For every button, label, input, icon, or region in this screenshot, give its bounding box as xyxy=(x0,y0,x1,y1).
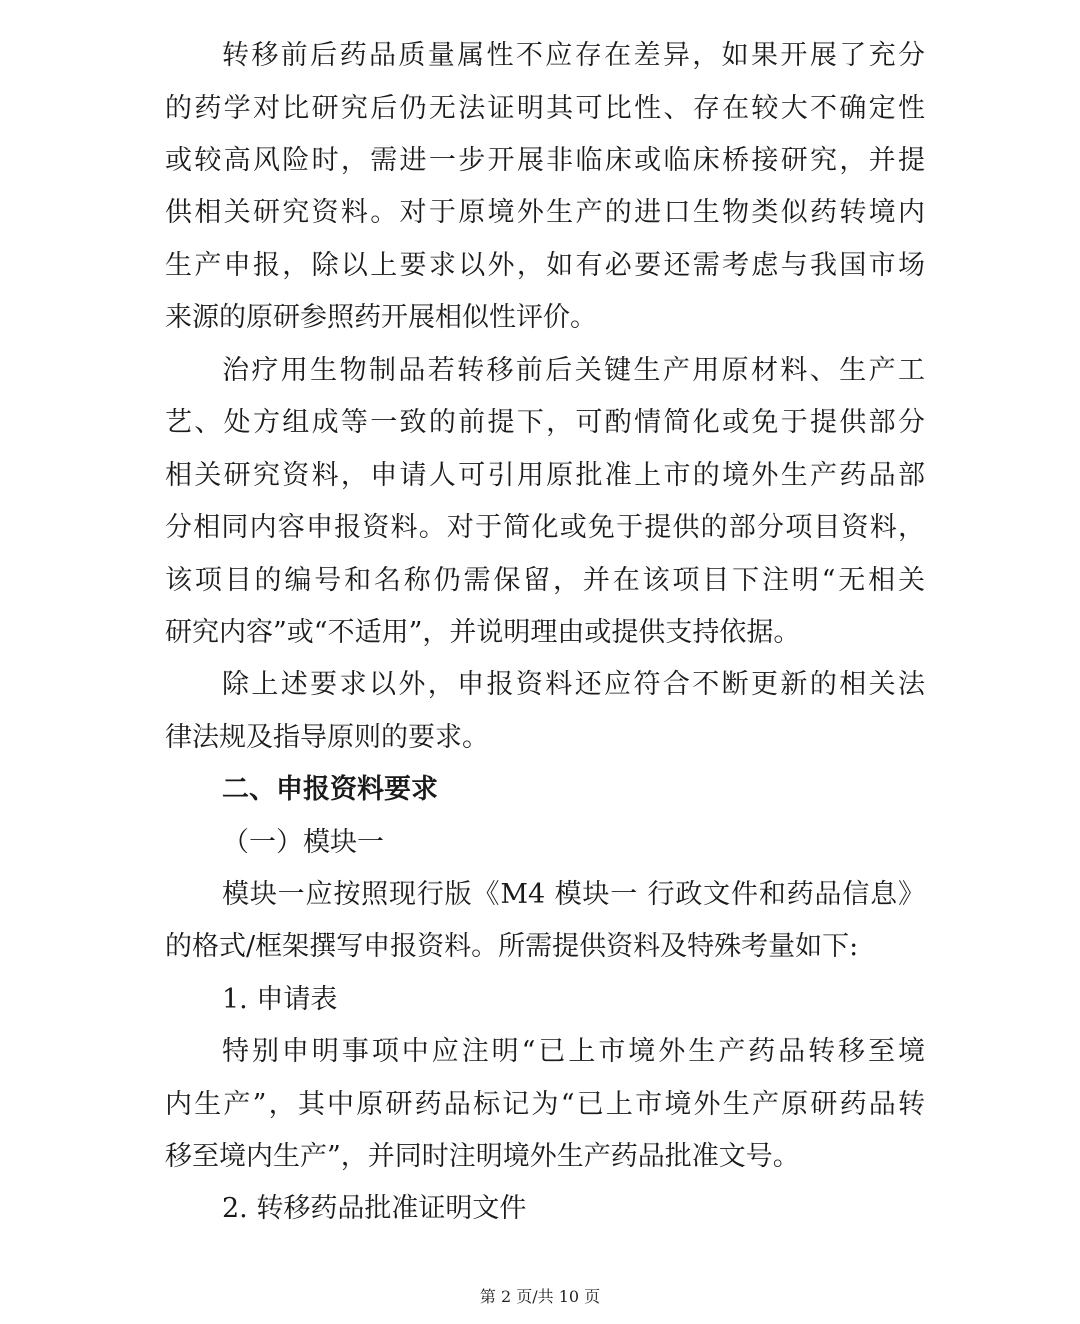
paragraph-line: 该项目的编号和名称仍需保留，并在该项目下注明“无相关 xyxy=(165,565,925,596)
paragraph-line: 除上述要求以外，申报资料还应符合不断更新的相关法 xyxy=(222,669,925,700)
section-heading: 二、申报资料要求 xyxy=(222,774,438,805)
paragraph-line: 的格式/框架撰写申报资料。所需提供资料及特殊考量如下: xyxy=(165,931,859,962)
paragraph-line: 供相关研究资料。对于原境外生产的进口生物类似药转境内 xyxy=(165,197,925,228)
paragraph-line: 模块一应按照现行版《M4 模块一 行政文件和药品信息》 xyxy=(222,879,925,910)
paragraph-line: 相关研究资料，申请人可引用原批准上市的境外生产药品部 xyxy=(165,460,925,491)
paragraph-line: 艺、处方组成等一致的前提下，可酌情简化或免于提供部分 xyxy=(165,407,925,438)
paragraph-line: 转移前后药品质量属性不应存在差异，如果开展了充分 xyxy=(222,40,925,71)
paragraph-line: 律法规及指导原则的要求。 xyxy=(165,722,489,753)
subsection-heading: （一）模块一 xyxy=(222,827,384,858)
paragraph-line: 治疗用生物制品若转移前后关键生产用原材料、生产工 xyxy=(222,355,925,386)
paragraph-line: 移至境内生产”，并同时注明境外生产药品批准文号。 xyxy=(165,1141,800,1172)
paragraph-line: 或较高风险时，需进一步开展非临床或临床桥接研究，并提 xyxy=(165,145,925,176)
page-number: 第 2 页/共 10 页 xyxy=(479,1287,601,1306)
paragraph-line: 研究内容”或“不适用”，并说明理由或提供支持依据。 xyxy=(165,617,801,648)
paragraph-line: 生产申报，除以上要求以外，如有必要还需考虑与我国市场 xyxy=(165,250,925,281)
item-heading: 1. 申请表 xyxy=(222,984,338,1015)
paragraph-line: 分相同内容申报资料。对于简化或免于提供的部分项目资料， xyxy=(165,512,925,543)
paragraph-line: 来源的原研参照药开展相似性评价。 xyxy=(165,302,597,333)
paragraph-line: 特别申明事项中应注明“已上市境外生产药品转移至境 xyxy=(222,1036,925,1067)
item-heading: 2. 转移药品批准证明文件 xyxy=(222,1193,527,1224)
paragraph-line: 的药学对比研究后仍无法证明其可比性、存在较大不确定性 xyxy=(165,93,925,124)
paragraph-line: 内生产”，其中原研药品标记为“已上市境外生产原研药品转 xyxy=(165,1089,925,1120)
